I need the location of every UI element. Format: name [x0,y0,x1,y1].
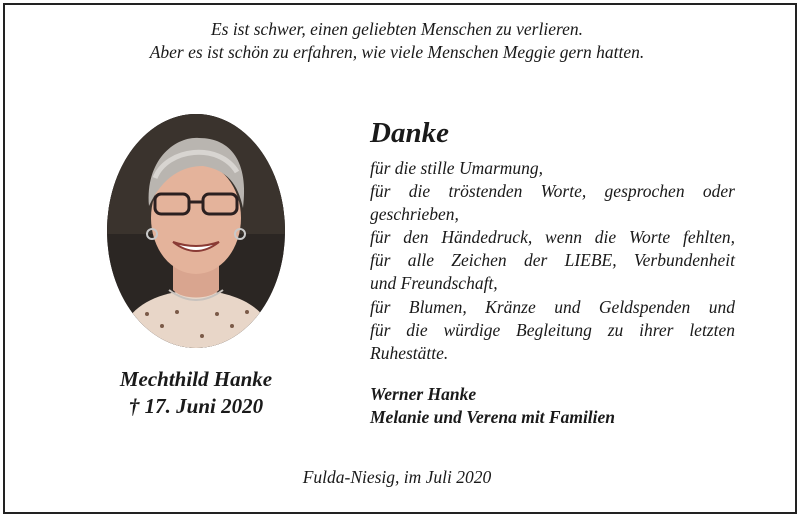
thanks-line: für die würdige Begleitung zu ihrer letzten [370,319,735,340]
place-date: Fulda-Niesig, im Juli 2020 [302,467,492,487]
opening-quote [0,18,794,64]
deceased-info [80,366,312,420]
quote-line-2: Aber es ist schön zu erfahren, wie viele Menschen Meggie gern hatten. [149,42,645,62]
thanks-line: geschrieben, [370,204,459,225]
signer-line-2: Melanie und Verena mit Familien [370,407,616,427]
thanks-line: Ruhestätte. [370,342,449,363]
thanks-line: für die stille Umarmung, [370,158,544,178]
signer-line-1: Werner Hanke [370,384,477,404]
deceased-name: Mechthild Hanke [119,367,273,391]
thanks-line: für alle Zeichen der LIEBE, Verbundenheit [370,250,735,271]
thanks-body [370,157,735,365]
portrait-photo [107,114,285,348]
signers [370,383,615,429]
death-date: † 17. Juni 2020 [128,394,264,418]
quote-line-1: Es ist schwer, einen geliebten Menschen zu verlieren. [210,19,584,39]
thanks-line: und Freundschaft, [370,273,498,294]
thanks-line: für Blumen, Kränze und Geldspenden und [370,296,735,317]
thanks-line: für die tröstenden Worte, gesprochen oder [370,181,735,202]
thanks-line: für den Händedruck, wenn die Worte fehlten, [370,227,735,248]
thanks-heading: Danke [370,117,449,149]
